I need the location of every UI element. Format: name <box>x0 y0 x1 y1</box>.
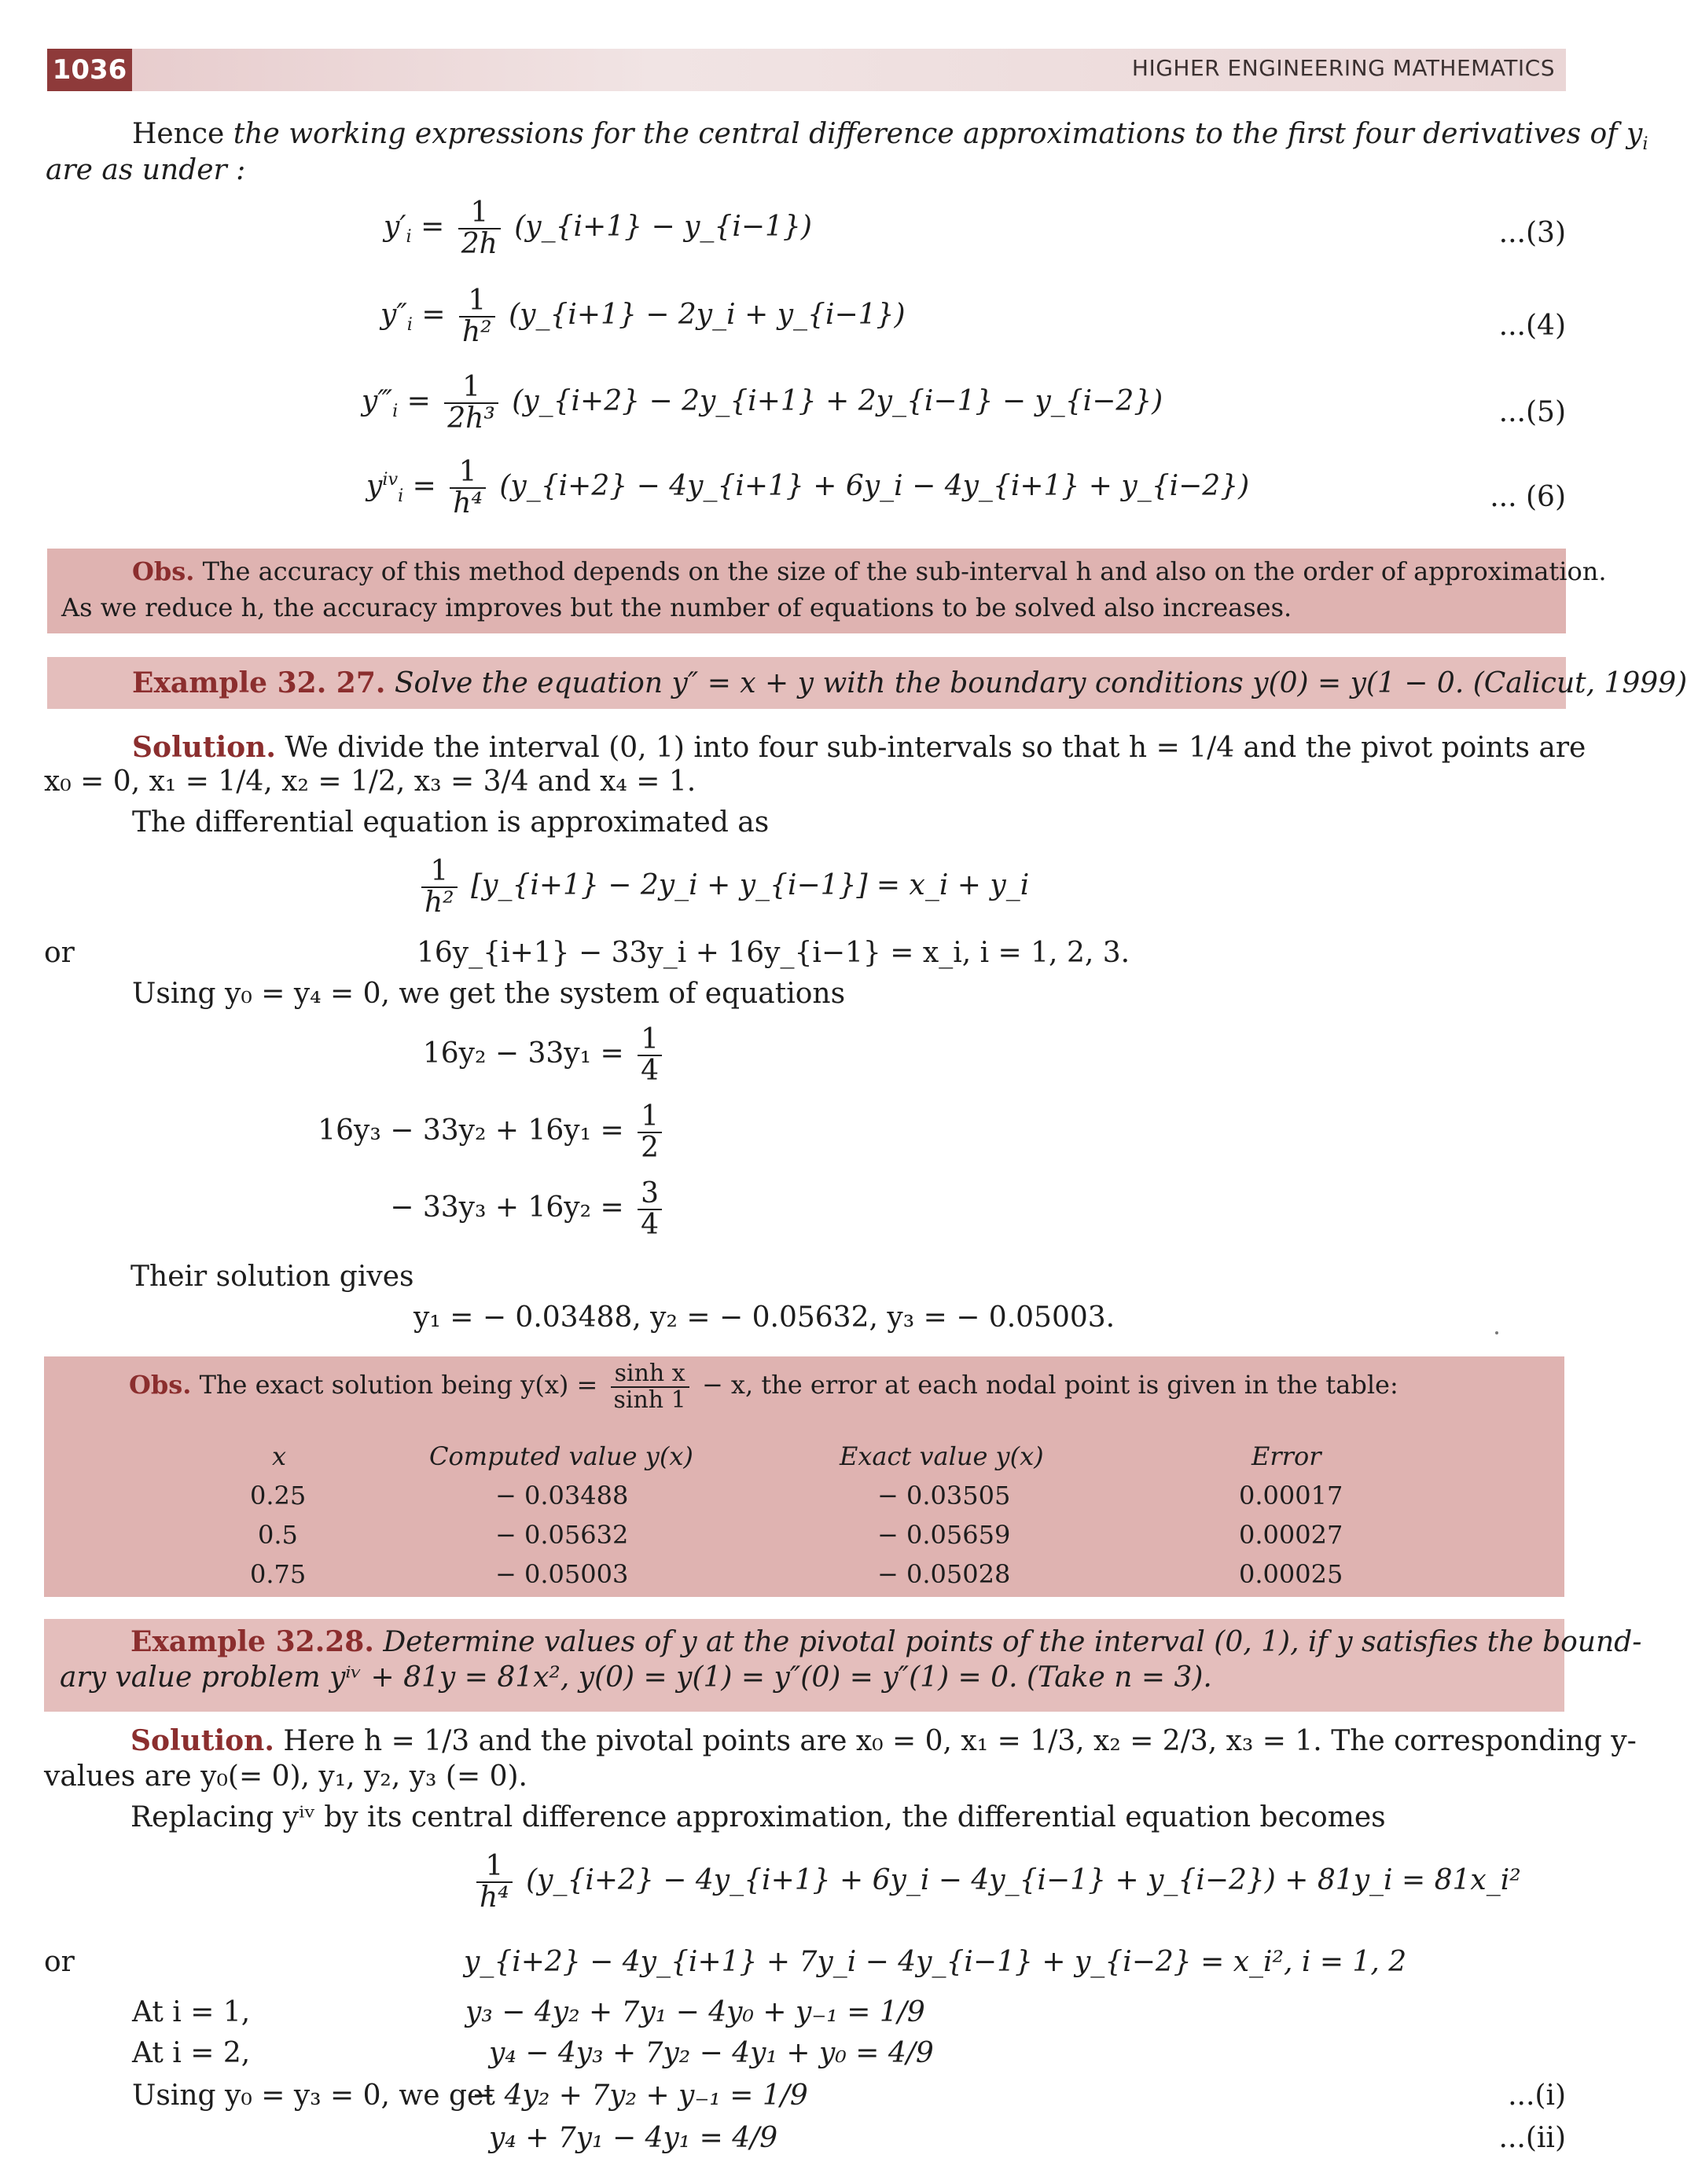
fraction: $\frac{1}{\text{h⁴}}$ <box>476 1852 513 1913</box>
using-equation-28: − 4y₂ + 7y₂ + y₋₁ = 1/9 <box>472 2079 808 2112</box>
fraction: $\frac{1}{\text{h⁴}}$ <box>450 457 486 519</box>
example-27-heading: Example 32. 27. Solve the equation y″ = x + y with the boundary conditions y(0) = y(1 − 0. (Calicut, 1999) <box>132 666 1687 699</box>
table-header-error: Error <box>1251 1441 1321 1471</box>
at-i-2-label: At i = 2, <box>132 2037 251 2069</box>
error-table <box>44 1441 1564 1591</box>
solution-27-line-3: The differential equation is approximated as <box>132 806 770 839</box>
or-label-1: or <box>44 937 75 969</box>
equation-5-tag: ...(5) <box>1498 396 1566 428</box>
table-header-x: x <box>272 1441 287 1471</box>
equation-5: $y‴_i$ = $\frac{1}{\text{2h³}}$ (y_{i+2} − 2y_{i+1} + 2y_{i−1} − y_{i−2}) <box>362 371 1163 435</box>
obs1-line-2: As we reduce h, the accuracy improves but the number of equations to be solved also increases. <box>61 593 1292 622</box>
solution-27-line-1: Solution. We divide the interval (0, 1) into four sub-intervals so that h = 1/4 and the pivot points are <box>132 731 1586 764</box>
solution-28-line-1: Solution. Here h = 1/3 and the pivotal points are x₀ = 0, x₁ = 1/3, x₂ = 2/3, x₃ = 1. The corresponding y- <box>130 1724 1637 1757</box>
table-cell: − 0.05003 <box>495 1559 629 1589</box>
using-line-27: Using y₀ = y₄ = 0, we get the system of equations <box>132 978 846 1010</box>
solution-27-line-2: x₀ = 0, x₁ = 1/4, x₂ = 1/2, x₃ = 3/4 and x₄ = 1. <box>44 765 696 798</box>
fraction: $\frac{1}{2}$ <box>638 1102 662 1163</box>
equation-3: $y'_i$ = $\frac{1}{2h}$ (y_{i+1} − y_{i−1}) <box>384 196 812 260</box>
example-28-line-1: Example 32.28. Determine values of y at the pivotal points of the interval (0, 1), if y satisfies the bound- <box>130 1625 1642 1658</box>
table-cell: − 0.03488 <box>495 1481 629 1510</box>
table-cell: 0.00025 <box>1239 1559 1343 1589</box>
table-cell: − 0.03505 <box>877 1481 1011 1510</box>
table-cell: − 0.05028 <box>877 1559 1011 1589</box>
system-eq-1: 16y₂ − 33y₁ = $\frac{1}{4}$ <box>423 1025 667 1086</box>
intro-line-1: Hence the working expressions for the central difference approximations to the first four derivatives of $y_i$ <box>132 118 1648 155</box>
intro-line-2: are as under : <box>46 154 246 186</box>
obs1-line-1: Obs. The accuracy of this method depends on the size of the sub-interval h and also on the order of approximation. <box>132 556 1607 586</box>
at-i-1-label: At i = 1, <box>132 1996 251 2028</box>
difference-equation: 16y_{i+1} − 33y_i + 16y_{i−1} = x_i, i = 1, 2, 3. <box>417 937 1130 969</box>
fraction: $\frac{1}{4}$ <box>638 1025 662 1086</box>
fraction: $\frac{3}{4}$ <box>638 1179 662 1240</box>
table-cell: − 0.05659 <box>877 1520 1011 1550</box>
fraction: $\frac{\text{sinh x}}{\sinh 1}$ <box>611 1361 689 1412</box>
table-cell: 0.00027 <box>1239 1520 1343 1550</box>
table-cell: 0.00017 <box>1239 1481 1343 1510</box>
last-equation: y₄ + 7y₁ − 4y₁ = 4/9 <box>489 2122 778 2154</box>
their-solution-line: Their solution gives <box>130 1261 414 1293</box>
solution-28-equation: $\frac{1}{\text{h⁴}}$ (y_{i+2} − 4y_{i+1} + 6y_i − 4y_{i−1} + y_{i−2}) + 81y_i = 81x_i² <box>472 1852 1521 1913</box>
equation-6-tag: ... (6) <box>1490 481 1566 513</box>
at-i-1-equation: y₃ − 4y₂ + 7y₁ − 4y₀ + y₋₁ = 1/9 <box>465 1996 925 2028</box>
table-header-exact: Exact value y(x) <box>840 1441 1044 1471</box>
solution-result: y₁ = − 0.03488, y₂ = − 0.05632, y₃ = − 0.05003. <box>413 1301 1115 1334</box>
table-header-computed: Computed value y(x) <box>429 1441 693 1471</box>
equation-6: $y^{iv}_i$ = $\frac{1}{\text{h⁴}}$ (y_{i+2} − 4y_{i+1} + 6y_i − 4y_{i+1} + y_{i−2}) <box>366 456 1250 519</box>
at-i-2-equation: y₄ − 4y₃ + 7y₂ − 4y₁ + y₀ = 4/9 <box>489 2037 934 2069</box>
system-eq-2: 16y₃ − 33y₂ + 16y₁ = $\frac{1}{2}$ <box>318 1102 667 1163</box>
equation-4-tag: ...(4) <box>1498 310 1566 342</box>
table-cell: 0.5 <box>258 1520 298 1550</box>
equation-ii-tag: ...(ii) <box>1498 2122 1566 2154</box>
solution-28-line-2: values are y₀(= 0), y₁, y₂, y₃ (= 0). <box>44 1760 527 1793</box>
running-title: HIGHER ENGINEERING MATHEMATICS <box>1131 55 1555 81</box>
solution-28-equation-2: y_{i+2} − 4y_{i+1} + 7y_i − 4y_{i−1} + y_{i−2} = x_i², i = 1, 2 <box>464 1946 1407 1978</box>
system-eq-3: − 33y₃ + 16y₂ = $\frac{3}{4}$ <box>390 1179 667 1240</box>
obs2-statement: Obs. The exact solution being y(x) = $\frac{\text{sinh x}}{\sinh 1}$ − x, the error at each nodal point is given in the table: <box>129 1360 1398 1414</box>
solution-28-line-3: Replacing yⁱᵛ by its central difference approximation, the differential equation becomes <box>130 1801 1386 1833</box>
fraction: $\frac{1}{\text{h²}}$ <box>459 286 495 347</box>
fraction: $\frac{1}{2h}$ <box>458 198 501 259</box>
table-cell: 0.25 <box>250 1481 307 1510</box>
example-28-line-2: ary value problem yⁱᵛ + 81y = 81x², y(0) = y(1) = y″(0) = y″(1) = 0. (Take n = 3). <box>60 1661 1212 1694</box>
table-cell: 0.75 <box>250 1559 307 1589</box>
page-number: 1036 <box>47 49 132 91</box>
approx-equation: $\frac{1}{\text{h²}}$ [y_{i+1} − 2y_i + y_{i−1}] = x_i + y_i <box>417 857 1029 918</box>
equation-3-tag: ...(3) <box>1498 217 1566 249</box>
speck <box>1495 1331 1498 1334</box>
fraction: $\frac{1}{\text{h²}}$ <box>421 857 458 918</box>
equation-i-tag: ...(i) <box>1508 2079 1566 2112</box>
fraction: $\frac{1}{\text{2h³}}$ <box>444 373 498 434</box>
equation-4: $y''_i$ = $\frac{1}{\text{h²}}$ (y_{i+1} − 2y_i + y_{i−1}) <box>380 284 906 348</box>
using-line-28: Using y₀ = y₃ = 0, we get <box>132 2079 495 2112</box>
table-cell: − 0.05632 <box>495 1520 629 1550</box>
or-label-2: or <box>44 1946 75 1978</box>
